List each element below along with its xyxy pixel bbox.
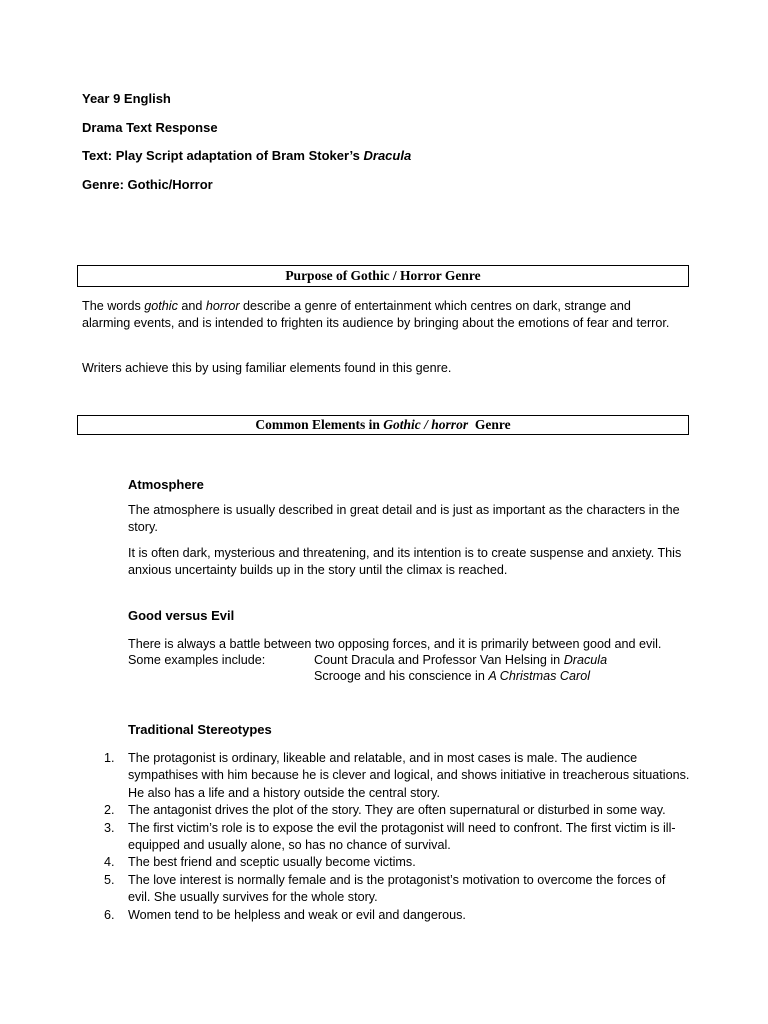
- list-item-text: The protagonist is ordinary, likeable and relatable, and in most cases is male. The audience sympathises with him because he is clever and logical, and shows initiative in treacherous situations. He also has a life and a history outside the central story.: [128, 751, 690, 800]
- header-task: Drama Text Response: [82, 120, 218, 135]
- header-genre: Genre: Gothic/Horror: [82, 177, 213, 192]
- header-year: Year 9 English: [82, 91, 171, 106]
- list-item: [104, 907, 690, 924]
- common-heading-italic: Gothic / horror: [383, 417, 469, 432]
- common-heading-b: Genre: [468, 417, 511, 432]
- list-item-text: The best friend and sceptic usually become victims.: [128, 855, 416, 870]
- list-number: 5.: [104, 872, 115, 887]
- atmosphere-paragraph-1: The atmosphere is usually described in great detail and is just as important as the characters in the story.: [128, 503, 680, 535]
- common-heading-a: Common Elements in: [255, 417, 384, 432]
- good-evil-title: Good versus Evil: [128, 608, 235, 623]
- header-text: [82, 148, 411, 164]
- purpose-paragraph: [82, 298, 672, 333]
- list-item: [104, 802, 690, 819]
- example-1-text: Count Dracula and Professor Van Helsing in: [314, 653, 564, 667]
- example-2-text: Scrooge and his conscience in: [314, 669, 489, 683]
- list-number: 4.: [104, 855, 115, 870]
- header-text-prefix: Text: Play Script adaptation of Bram Stoker’s: [82, 148, 364, 163]
- section-heading-common-elements: [77, 415, 689, 435]
- list-number: 2.: [104, 803, 115, 818]
- list-item: [104, 750, 690, 802]
- purpose-text-and: and: [177, 299, 206, 313]
- list-item: [104, 872, 690, 907]
- example-2-title: A Christmas Carol: [488, 669, 591, 683]
- example-1: [314, 652, 607, 669]
- purpose-word-gothic: gothic: [144, 299, 178, 313]
- header-text-title: Dracula: [363, 148, 412, 163]
- atmosphere-title: Atmosphere: [128, 477, 204, 492]
- purpose-paragraph-2: Writers achieve this by using familiar elements found in this genre.: [82, 361, 452, 375]
- atmosphere-paragraph-2: It is often dark, mysterious and threatening, and its intention is to create suspense and anxiety. This anxious uncertainty builds up in the story until the climax is reached.: [128, 546, 682, 578]
- purpose-text-a: The words: [82, 299, 145, 313]
- example-2: [314, 668, 590, 685]
- examples-label: Some examples include:: [128, 653, 266, 667]
- stereotypes-list: [104, 750, 690, 924]
- example-1-title: Dracula: [563, 653, 608, 667]
- list-item: [104, 820, 690, 855]
- section-heading-purpose: Purpose of Gothic / Horror Genre: [77, 265, 689, 287]
- purpose-text-rest: describe a genre of entertainment which centres on dark, strange and alarming events, and is intended to frighten its audience by bringing about the emotions of fear and terror.: [82, 299, 670, 331]
- good-evil-paragraph: There is always a battle between two opposing forces, and it is primarily between good and evil.: [128, 637, 662, 651]
- list-item-text: The love interest is normally female and is the protagonist’s motivation to overcome the forces of evil. She usually survives for the whole story.: [128, 872, 666, 905]
- list-item-text: The antagonist drives the plot of the story. They are often supernatural or disturbed in some way.: [128, 803, 666, 818]
- purpose-word-horror: horror: [205, 299, 240, 313]
- list-item-text: The first victim’s role is to expose the evil the protagonist will need to confront. The first victim is ill-equipped and usually alone, so has no chance of survival.: [128, 820, 676, 853]
- list-number: 3.: [104, 820, 115, 835]
- list-number: 6.: [104, 907, 115, 922]
- list-number: 1.: [104, 751, 115, 765]
- stereotypes-title: Traditional Stereotypes: [128, 722, 272, 737]
- list-item: [104, 854, 690, 871]
- list-item-text: Women tend to be helpless and weak or evil and dangerous.: [128, 907, 466, 922]
